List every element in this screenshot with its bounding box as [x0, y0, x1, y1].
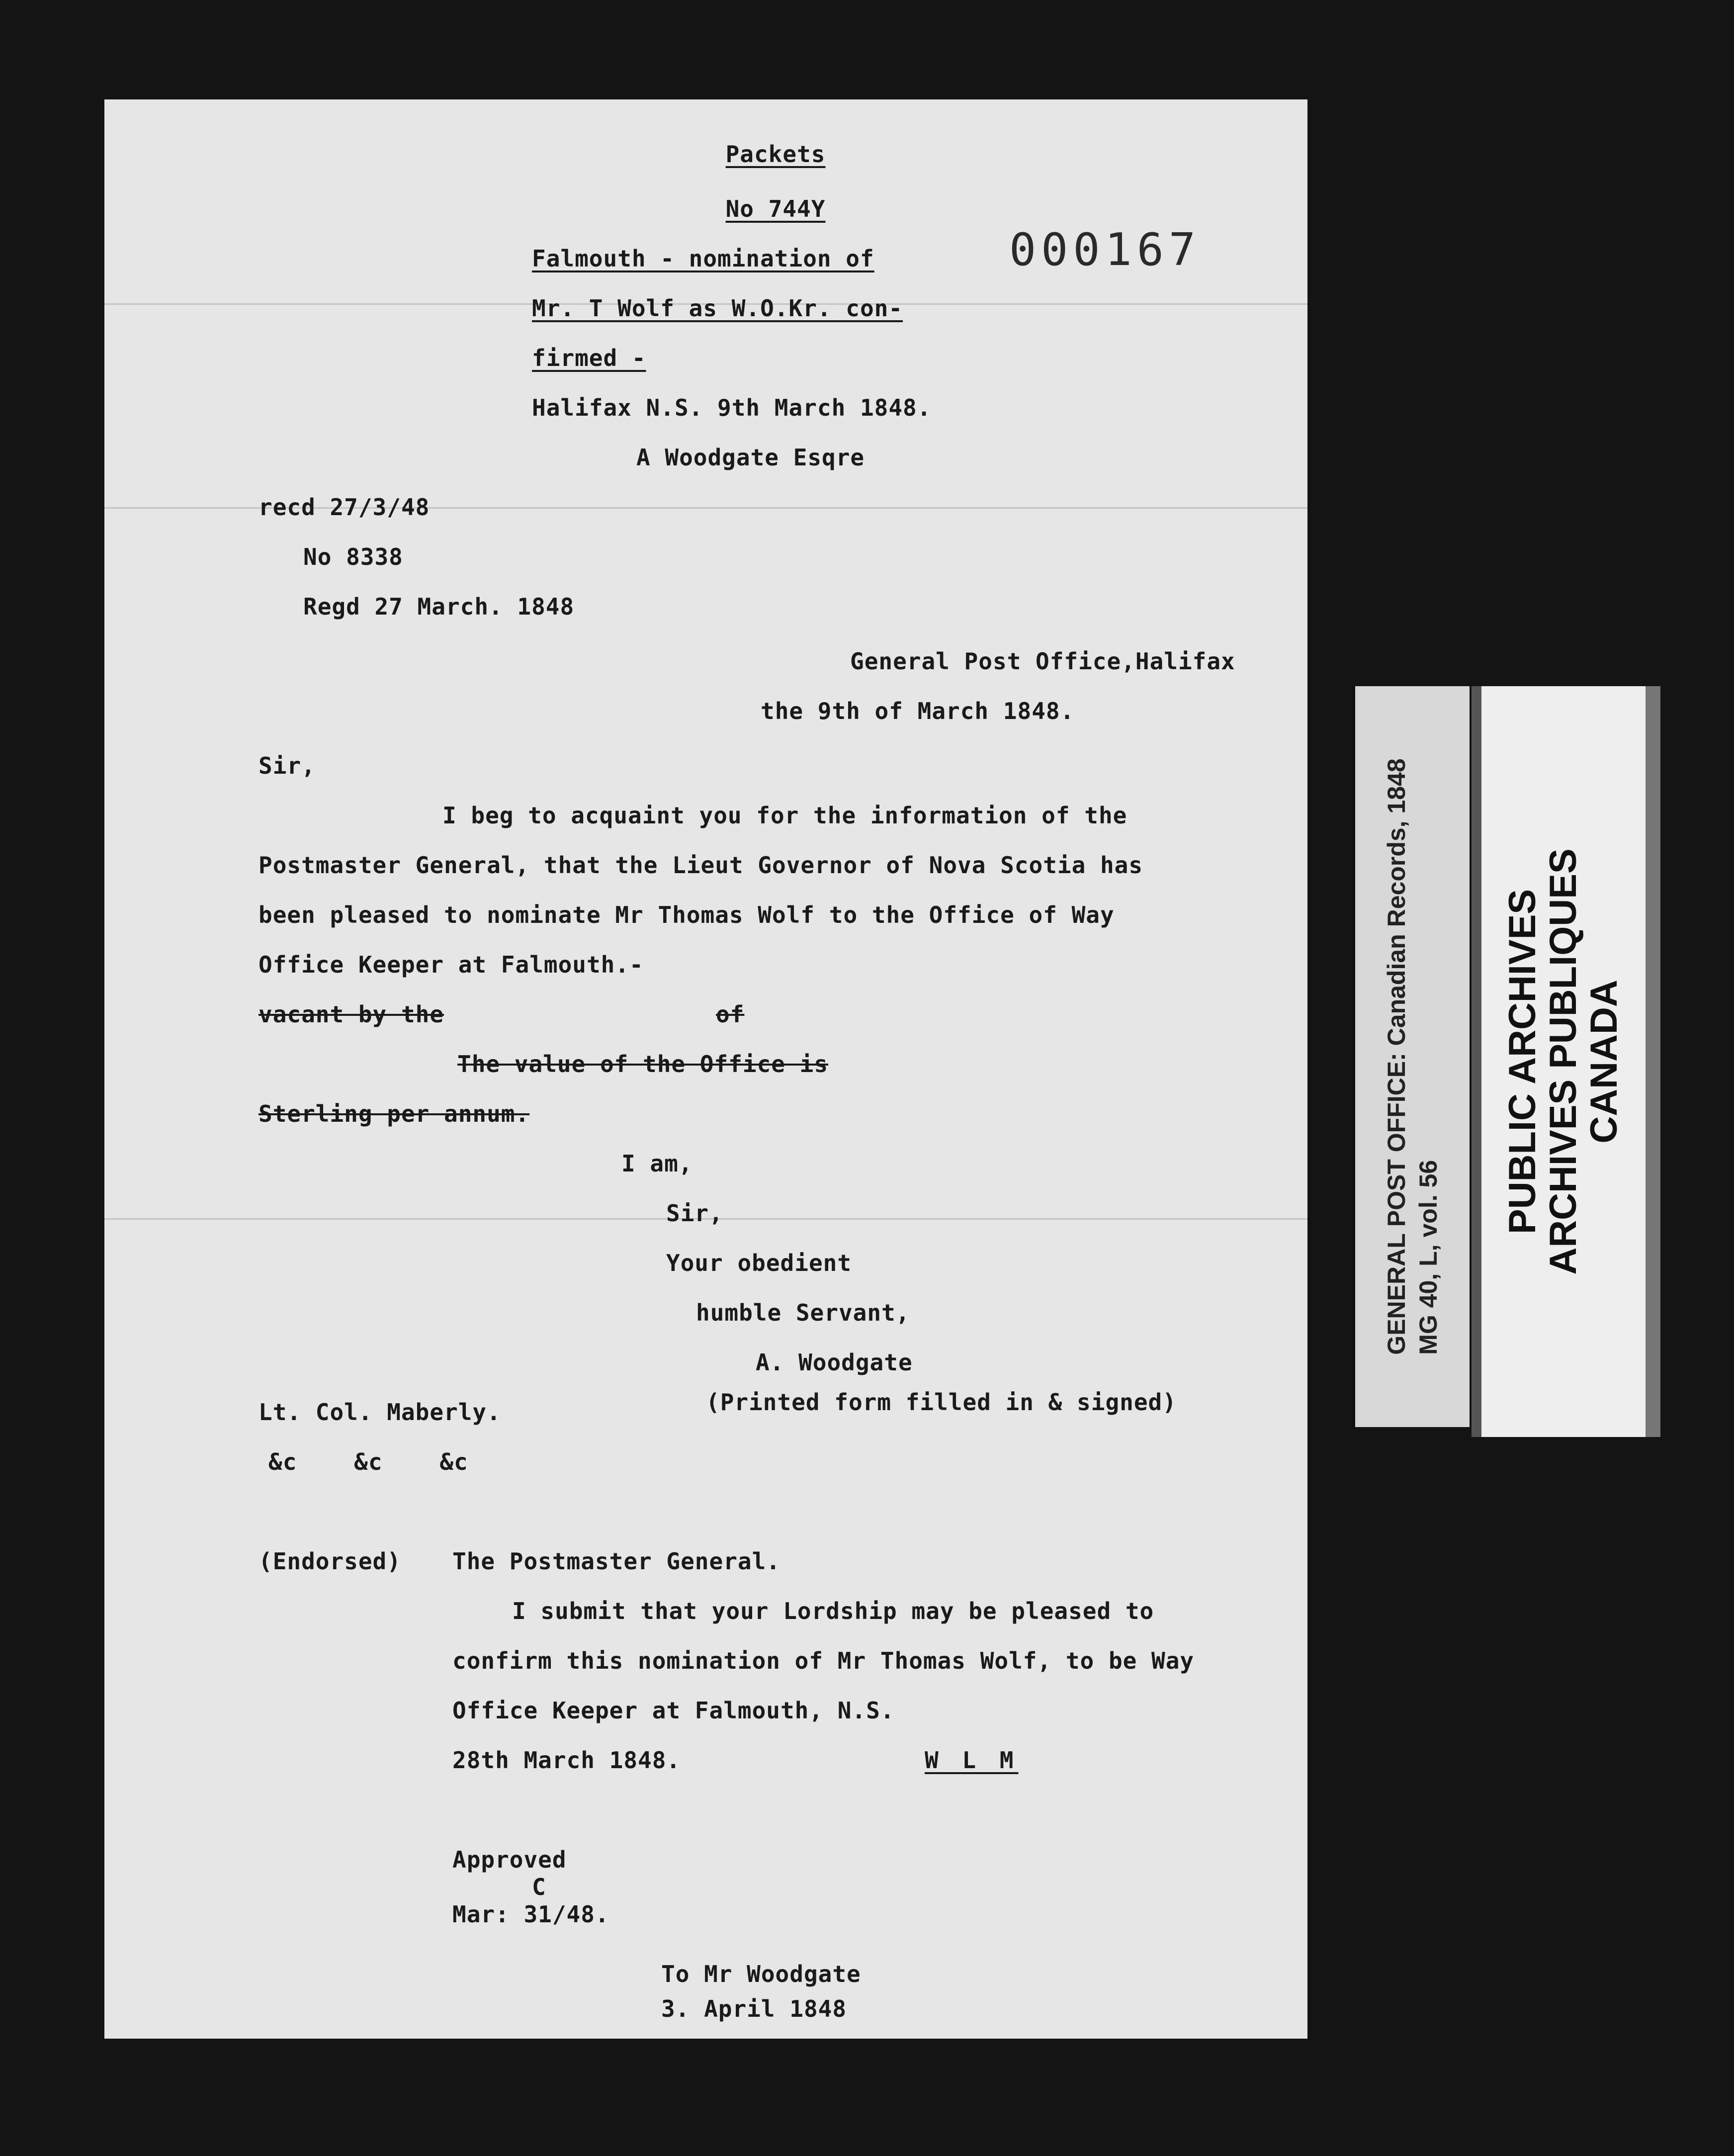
institution-line: PUBLIC ARCHIVES	[1501, 889, 1544, 1234]
endorsement-line: Office Keeper at Falmouth, N.S.	[452, 1697, 895, 1724]
closing-line: Your obedient	[666, 1250, 852, 1276]
endorsement-to: The Postmaster General.	[452, 1548, 780, 1575]
packets-heading: Packets	[725, 141, 826, 168]
recipient: Lt. Col. Maberly.	[259, 1399, 501, 1426]
institution-line: ARCHIVES PUBLIQUES	[1542, 848, 1584, 1275]
addressee: A Woodgate Esqre	[636, 444, 865, 471]
letter-date: the 9th of March 1848.	[761, 698, 1075, 724]
received-date: recd 27/3/48	[259, 494, 430, 521]
packet-number: No 744Y	[725, 195, 826, 222]
registered-date: Regd 27 March. 1848	[303, 593, 575, 620]
body-line: been pleased to nominate Mr Thomas Wolf to the Office of Way	[259, 901, 1115, 928]
salutation: Sir,	[259, 752, 316, 779]
body-line: Postmaster General, that the Lieut Governor of Nova Scotia has	[259, 852, 1143, 879]
struck-text: Sterling per annum.	[259, 1100, 530, 1127]
subject-line-2: Mr. T Wolf as W.O.Kr. con-	[532, 295, 903, 322]
endorsement-date: 28th March 1848.	[452, 1747, 681, 1774]
body-line: I beg to acquaint you for the information of the	[442, 802, 1127, 829]
final-date: 3. April 1848	[661, 1995, 847, 2022]
document-page	[104, 99, 1307, 2039]
endorsed-label: (Endorsed)	[259, 1548, 401, 1575]
etc-line: &c &c &c	[268, 1448, 468, 1475]
subject-line-1: Falmouth - nomination of	[532, 245, 874, 272]
registry-number: No 8338	[303, 543, 403, 570]
archive-reference-label	[1352, 686, 1470, 1427]
place-date: Halifax N.S. 9th March 1848.	[532, 394, 932, 421]
signature: A. Woodgate	[756, 1349, 913, 1376]
closing-line: I am,	[621, 1150, 693, 1177]
endorsement-initials: W L M	[925, 1747, 1019, 1774]
archive-institution-label	[1472, 686, 1660, 1437]
body-line: Office Keeper at Falmouth.-	[259, 951, 644, 978]
reference-line: MG 40, L, vol. 56	[1414, 1160, 1442, 1355]
approved-initial: C	[532, 1874, 546, 1900]
archive-stamp-number: 000167	[1009, 224, 1201, 276]
struck-text: vacant by the	[259, 1001, 444, 1028]
struck-text: of	[716, 1001, 745, 1028]
closing-line: humble Servant,	[696, 1299, 910, 1326]
endorsement-line: I submit that your Lordship may be pleased to	[512, 1598, 1154, 1624]
institution-line: CANADA	[1583, 980, 1625, 1144]
closing-line: Sir,	[666, 1200, 723, 1227]
final-recipient: To Mr Woodgate	[661, 1961, 861, 1987]
office-address: General Post Office,Halifax	[850, 648, 1235, 675]
approved-label: Approved	[452, 1846, 567, 1873]
struck-text: The value of the Office is	[457, 1051, 829, 1078]
reference-line: GENERAL POST OFFICE: Canadian Records, 1848	[1383, 758, 1410, 1355]
endorsement-line: confirm this nomination of Mr Thomas Wolf, to be Way	[452, 1647, 1195, 1674]
approved-date: Mar: 31/48.	[452, 1901, 609, 1928]
subject-line-3: firmed -	[532, 345, 646, 371]
form-note: (Printed form filled in & signed)	[706, 1389, 1177, 1416]
